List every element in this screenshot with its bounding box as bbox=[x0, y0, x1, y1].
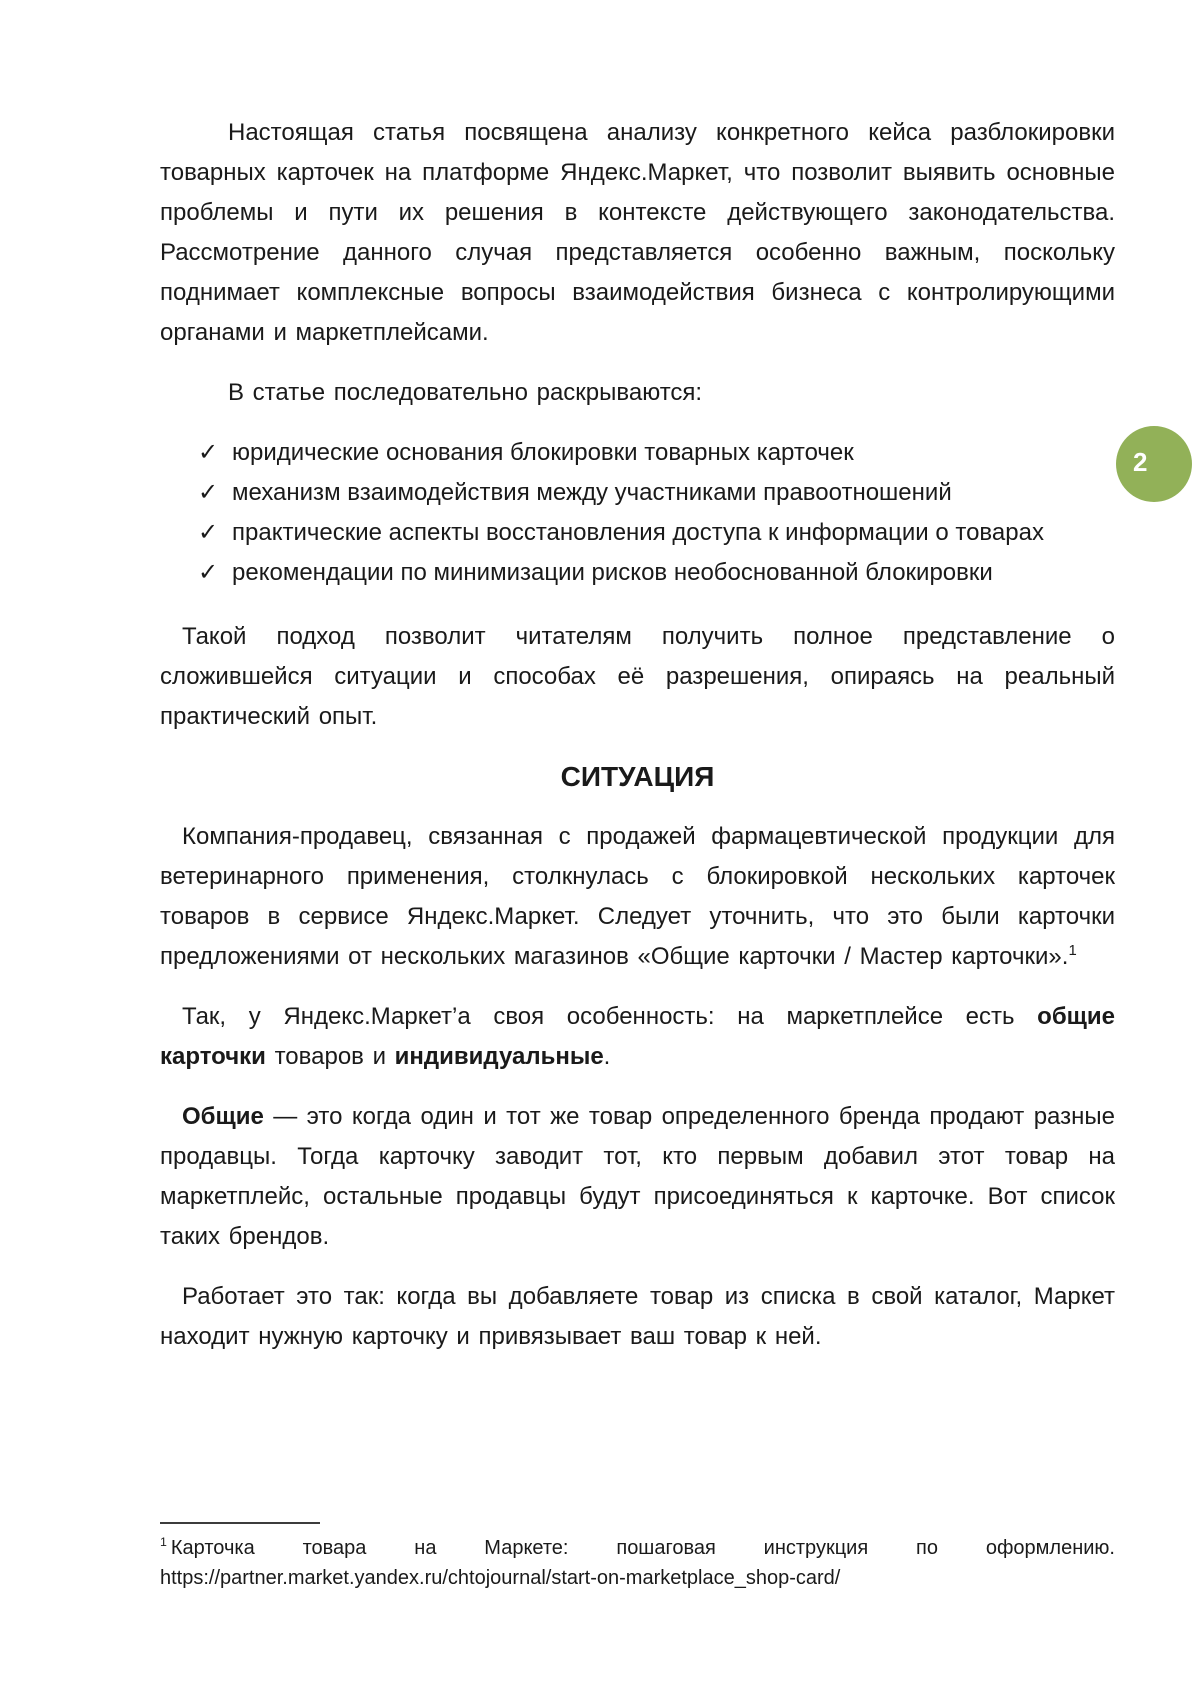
checklist-item bbox=[160, 473, 1115, 513]
check-icon: ✓ bbox=[198, 439, 219, 466]
page-number: 2 bbox=[1133, 446, 1148, 477]
paragraph-intro: Настоящая статья посвящена анализу конкретного кейса разблокировки товарных карточек на платформе Яндекс.Маркет, что позволит выявить основные проблемы и пути их решения в контексте действующего законодательства. Рассмотрение данного случая представляется особенно важным, поскольку поднимает комплексные вопросы взаимодействия бизнеса с контролирующими органами и маркетплейсами. bbox=[160, 119, 1115, 346]
paragraph-how-it-works: Работает это так: когда вы добавляете товар из списка в свой каталог, Маркет находит нужную карточку и привязывает ваш товар к ней. bbox=[160, 1283, 1115, 1350]
paragraph-yandex-cards: Так, у Яндекс.Маркет’а своя особенность: на маркетплейсе есть общие карточки товаров и индивидуальные. bbox=[160, 1003, 1115, 1070]
check-icon: ✓ bbox=[198, 479, 219, 506]
footnote bbox=[160, 1522, 1115, 1593]
checklist-item-text: практические аспекты восстановления доступа к информации о товарах bbox=[232, 519, 1044, 546]
checklist bbox=[160, 433, 1115, 593]
section-heading-situation: СИТУАЦИЯ bbox=[560, 761, 715, 792]
checklist-item bbox=[160, 433, 1115, 473]
footnote-line bbox=[160, 1533, 1115, 1563]
checklist-item bbox=[160, 513, 1115, 553]
page-number-badge bbox=[1116, 426, 1192, 502]
footnote-url: https://partner.market.yandex.ru/chtojournal/start-on-marketplace_shop-card/ bbox=[160, 1567, 841, 1589]
document-body bbox=[160, 113, 1115, 1377]
check-icon: ✓ bbox=[198, 519, 219, 546]
paragraph-common-cards: Общие — это когда один и тот же товар определенного бренда продают разные продавцы. Тогда карточку заводит тот, кто первым добавил этот товар на маркетплейс, остальные продавцы будут присоединяться к карточке. Вот список таких брендов. bbox=[160, 1103, 1115, 1250]
footnote-divider bbox=[160, 1522, 320, 1524]
paragraph-approach: Такой подход позволит читателям получить полное представление о сложившейся ситуации и способах её разрешения, опираясь на реальный практический опыт. bbox=[160, 623, 1115, 730]
paragraph-situation: Компания-продавец, связанная с продажей фармацевтической продукции для ветеринарного применения, столкнулась с блокировкой нескольких карточек товаров в сервисе Яндекс.Маркет. Следует уточнить, что это были карточки предложениями от нескольких магазинов «Общие карточки / Мастер карточки».$^1$ bbox=[160, 823, 1115, 970]
checklist-item-text: рекомендации по минимизации рисков необоснованной блокировки bbox=[232, 559, 993, 586]
footnote-text: Карточка товара на Маркете: пошаговая инструкция по оформлению. bbox=[170, 1537, 1115, 1559]
checklist-item-text: юридические основания блокировки товарных карточек bbox=[232, 439, 854, 466]
checklist-item bbox=[160, 553, 1115, 593]
check-icon: ✓ bbox=[198, 559, 219, 586]
footnote-marker: 1 bbox=[160, 1535, 167, 1550]
paragraph-list-intro: В статье последовательно раскрываются: bbox=[228, 379, 703, 406]
checklist-item-text: механизм взаимодействия между участниками правоотношений bbox=[232, 479, 952, 506]
